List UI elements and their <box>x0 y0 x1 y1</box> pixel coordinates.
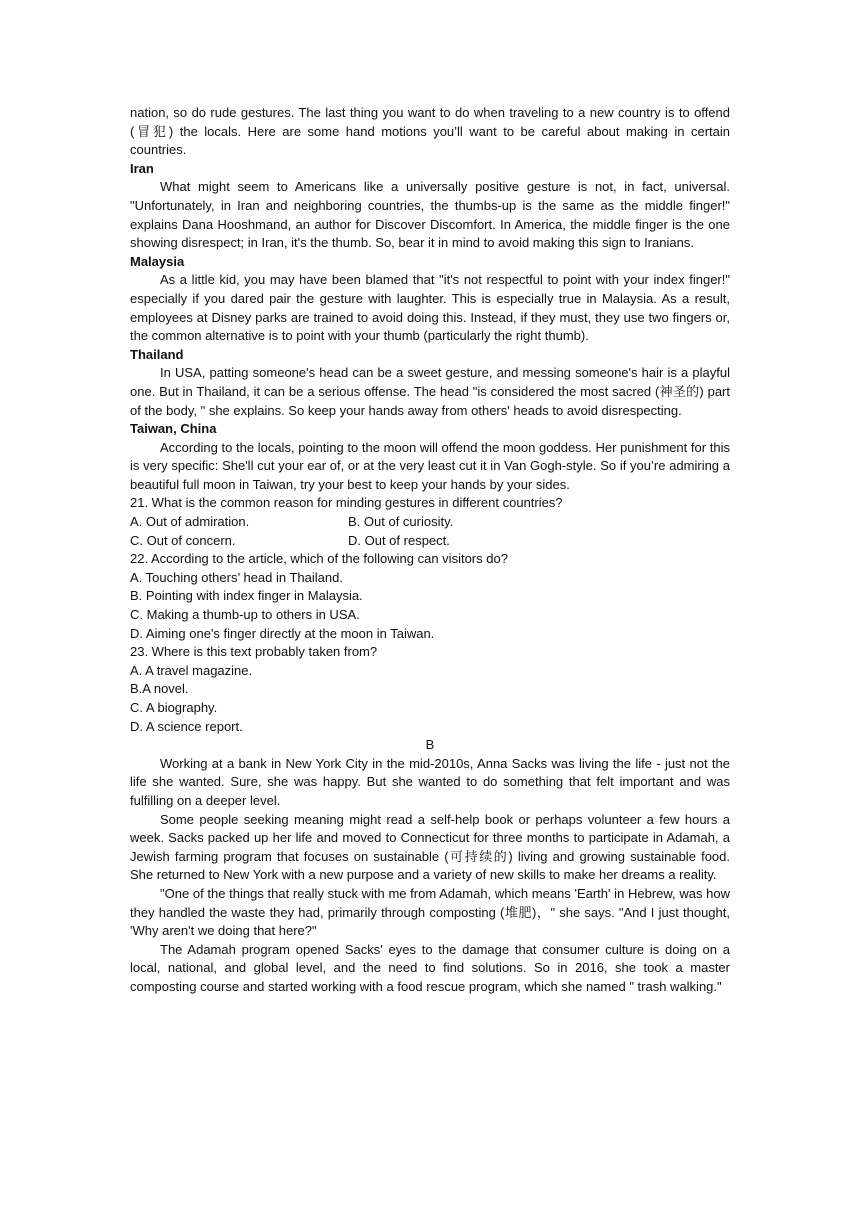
question-22-stem: 22. According to the article, which of the following can visitors do? <box>130 551 508 567</box>
section-heading-malaysia: Malaysia <box>130 253 185 269</box>
question-21-stem: 21. What is the common reason for minding gestures in different countries? <box>130 495 563 511</box>
question-23-stem: 23. Where is this text probably taken from? <box>130 644 378 660</box>
question-23-option-b: B.A novel. <box>130 681 189 697</box>
question-21-options-row-2 <box>130 532 730 551</box>
section-heading-iran: Iran <box>130 160 154 176</box>
question-23-option-a: A. A travel magazine. <box>130 662 253 678</box>
question-23-option-c: C. A biography. <box>130 700 218 715</box>
question-22-option-c: C. Making a thumb-up to others in USA. <box>130 607 360 623</box>
passage-b-paragraph-3: "One of the things that really stuck with me from Adamah, which means 'Earth' in Hebrew, was how they handled the waste they had, primarily through composting (堆肥)，" she says. "And I just thought, 'Why aren't we doing that here?" <box>130 885 730 939</box>
question-21-options-row-1 <box>130 513 730 532</box>
section-text-malaysia: As a little kid, you may have been blamed that "it's not respectful to point with your index finger!" especially if you dared pair the gesture with laughter. This is especially true in Malaysia. As a result, employees at Disney parks are trained to avoid doing this. Instead, if they must, they use two fingers or, the common alternative is to point with your thumb (particularly the right thumb). <box>130 272 730 344</box>
document-page <box>130 104 730 997</box>
question-21-option-a: A. Out of admiration. <box>130 514 250 530</box>
passage-b-paragraph-1: Working at a bank in New York City in the mid-2010s, Anna Sacks was living the life - just not the life she wanted. Sure, she was happy. But she wanted to do something that felt important and was fulfilling on a deeper level. <box>130 755 730 808</box>
section-text-iran: What might seem to Americans like a universally positive gesture is not, in fact, universal. "Unfortunately, in Iran and neighboring countries, the thumbs-up is the same as the middle finger!" explains Dana Hooshmand, an author for Discover Discomfort. In America, the middle finger is the one showing disrespect; in Iran, it's the thumb. So, bear it in mind to avoid making this sign to Iranians. <box>130 179 730 251</box>
section-text-taiwan: According to the locals, pointing to the moon will offend the moon goddess. Her punishment for this is very specific: She'll cut your ear of, or at the very least cut it in Van Gogh-style. So if you’re admiring a beautiful full moon in Taiwan, try your best to keep your hands by your sides. <box>130 439 730 492</box>
section-heading-thailand: Thailand <box>130 346 184 362</box>
question-21-option-c: C. Out of concern. <box>130 532 236 548</box>
question-22-option-b: B. Pointing with index finger in Malaysia. <box>130 588 363 604</box>
passage-b-label: B <box>425 737 435 753</box>
question-21-option-d: D. Out of respect. <box>348 532 450 548</box>
intro-paragraph: nation, so do rude gestures. The last thing you want to do when traveling to a new country is to offend (冒犯) the locals. Here are some hand motions you’ll want to be careful about making in certain countries. <box>130 105 730 158</box>
question-23-option-d: D. A science report. <box>130 718 243 734</box>
question-22-option-a: A. Touching others’ head in Thailand. <box>130 569 343 585</box>
passage-b-paragraph-4: The Adamah program opened Sacks' eyes to the damage that consumer culture is doing on a local, national, and global level, and the need to find solutions. So in 2016, she took a master composting course and started working with a food rescue program, which she named " trash walking." <box>130 941 730 994</box>
section-text-thailand: In USA, patting someone's head can be a sweet gesture, and messing someone's hair is a playful one. But in Thailand, it can be a serious offense. The head "is considered the most sacred (神圣的) part of the body, " she explains. So keep your hands away from others' heads to avoid disrespecting. <box>130 365 730 418</box>
question-22-option-d: D. Aiming one's finger directly at the moon in Taiwan. <box>130 625 435 641</box>
section-heading-taiwan: Taiwan, China <box>130 421 217 437</box>
question-21-option-b: B. Out of curiosity. <box>348 514 454 530</box>
passage-b-paragraph-2: Some people seeking meaning might read a self-help book or perhaps volunteer a few hours a week. Sacks packed up her life and moved to Connecticut for three months to participate in Adamah, a Jewish farming program that focuses on sustainable (可持续的) living and growing sustainable food. She returned to New York with a new purpose and a variety of new skills to make her dreams a reality. <box>130 811 730 883</box>
